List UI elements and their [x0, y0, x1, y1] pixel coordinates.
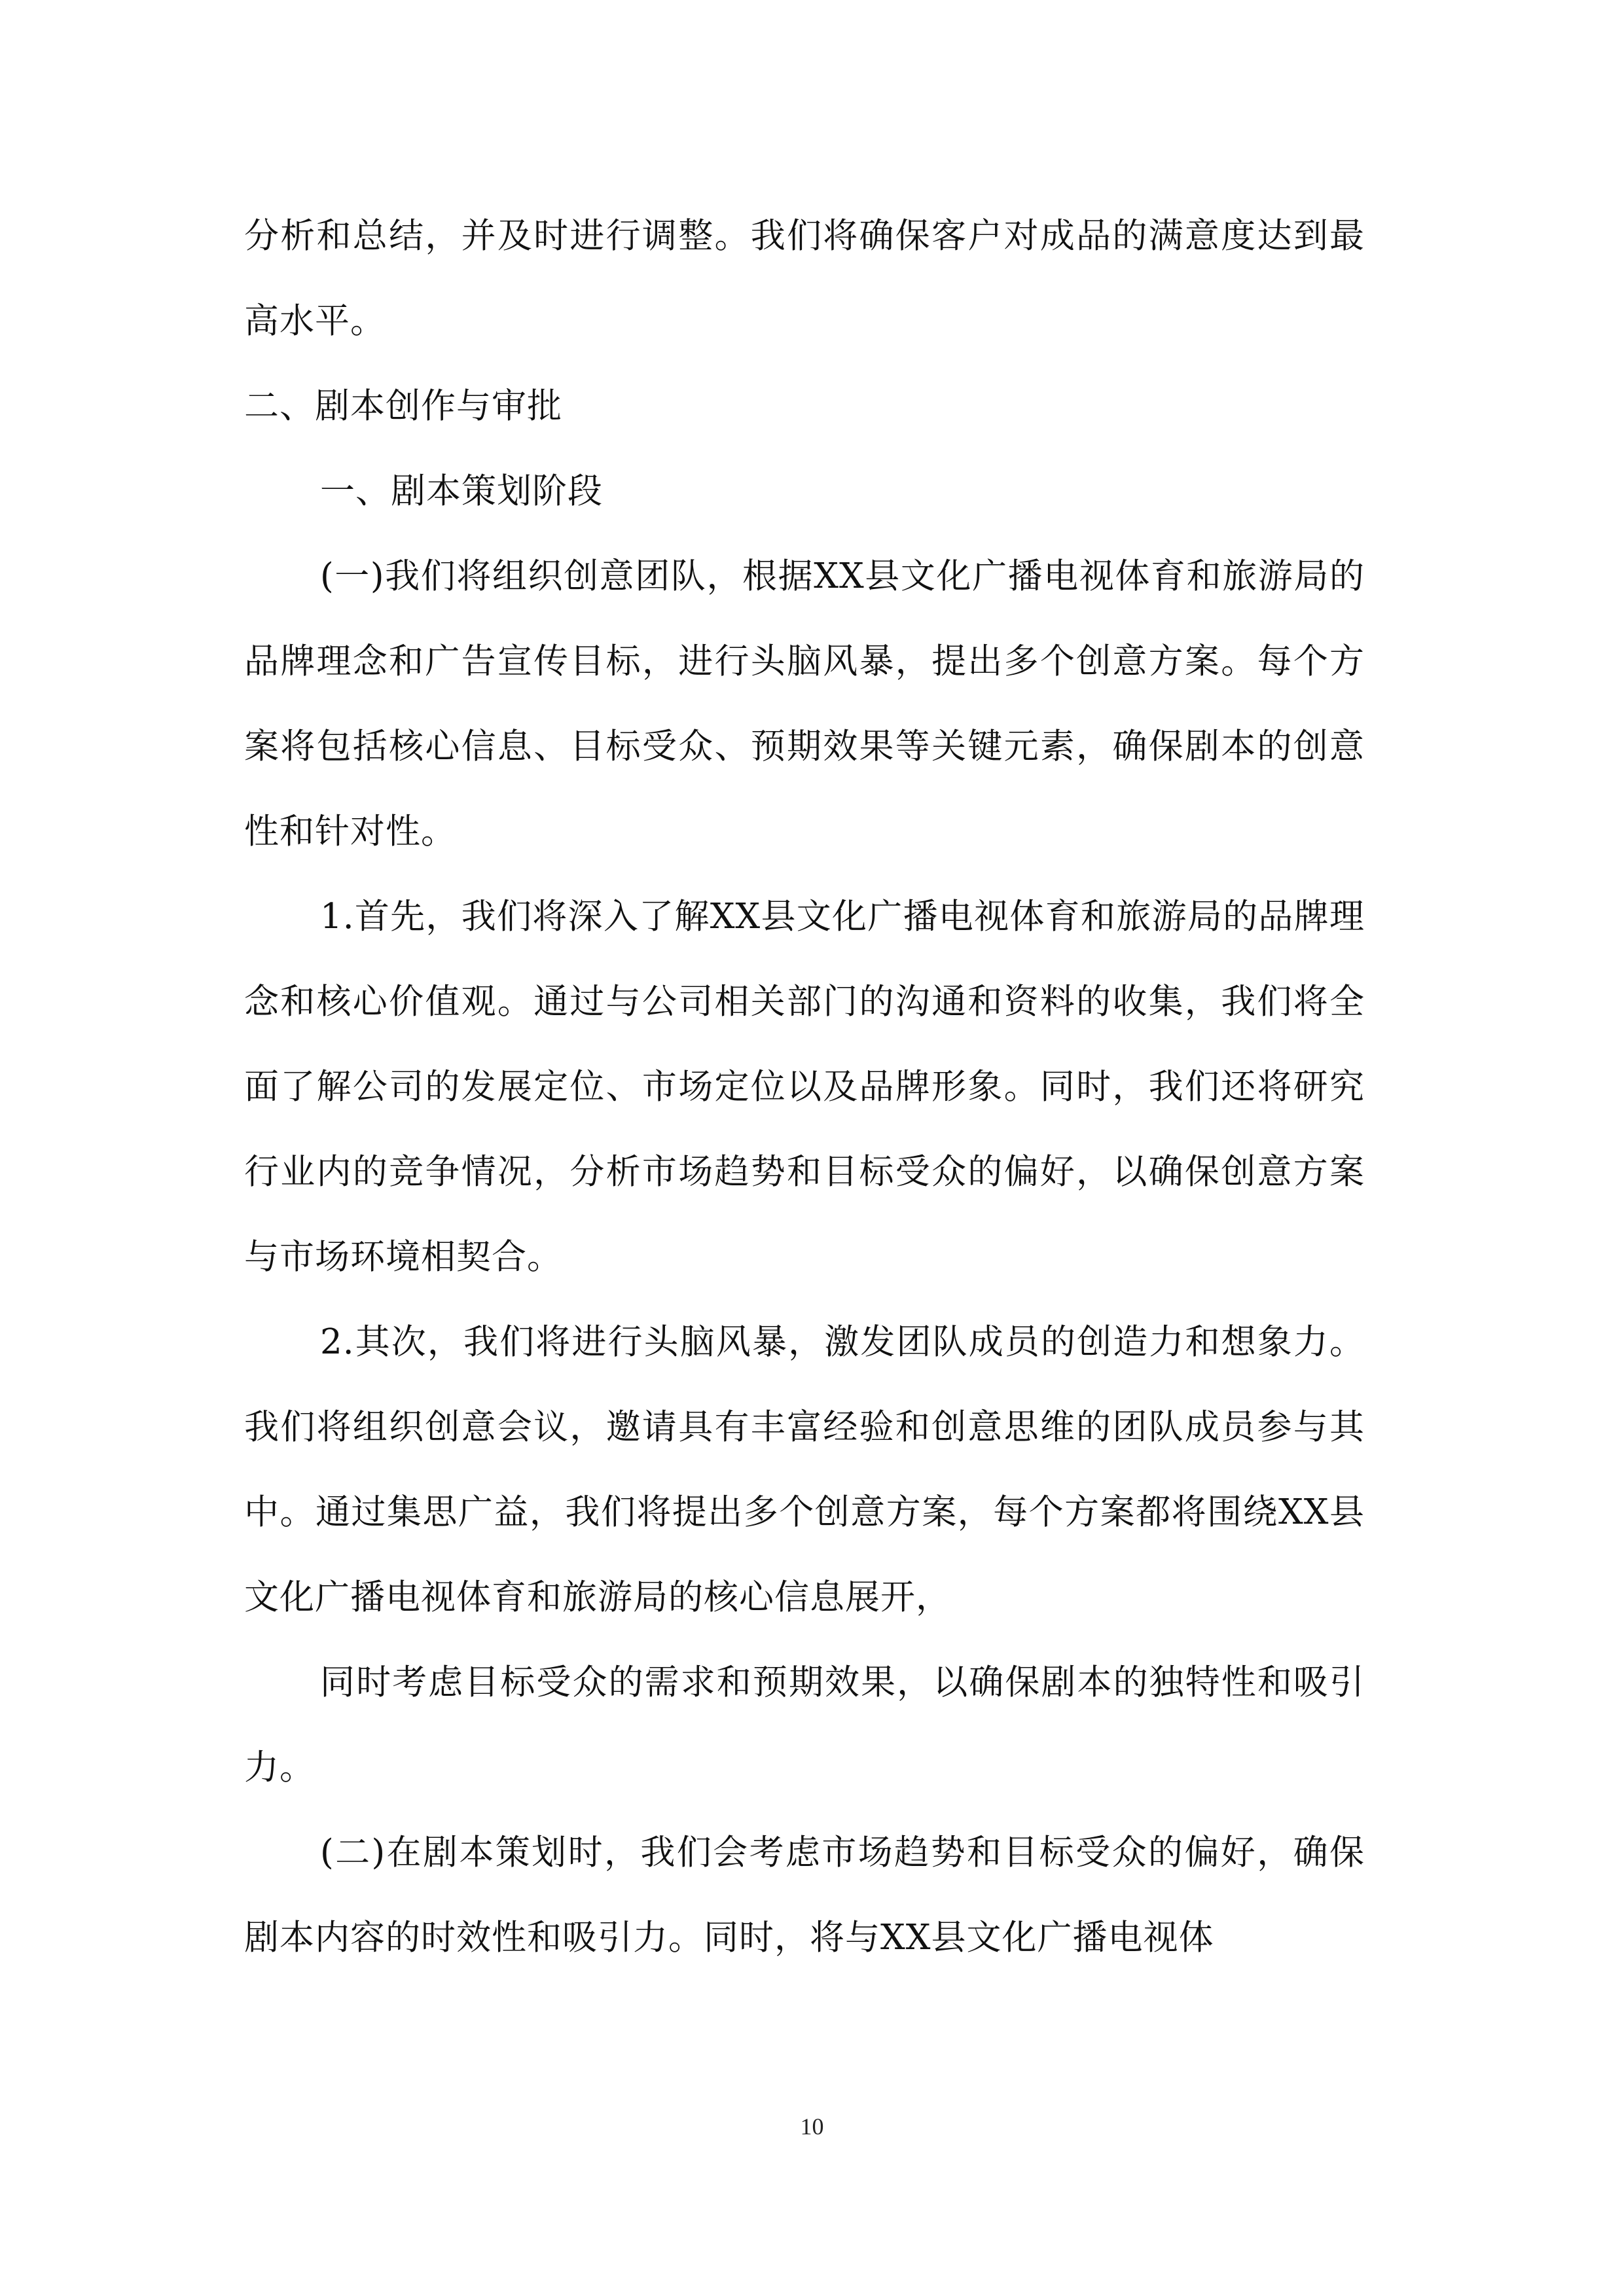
- paragraph-item-1: (一)我们将组织创意团队，根据XX县文化广播电视体育和旅游局的品牌理念和广告宣传目标，进行头脑风暴，提出多个创意方案。每个方案将包括核心信息、目标受众、预期效果等关键元素，确保剧本的创意性和针对性。: [244, 556, 1365, 852]
- paragraph-continuation: 分析和总结，并及时进行调整。我们将确保客户对成品的满意度达到最高水平。: [244, 216, 1365, 341]
- paragraph-point-1: 1.首先，我们将深入了解XX县文化广播电视体育和旅游局的品牌理念和核心价值观。通过与公司相关部门的沟通和资料的收集，我们将全面了解公司的发展定位、市场定位以及品牌形象。同时，我们还将研究行业内的竞争情况，分析市场趋势和目标受众的偏好，以确保创意方案与市场环境相契合。: [244, 897, 1365, 1277]
- section-heading: 二、剧本创作与审批: [244, 386, 562, 426]
- page-number: 10: [800, 2113, 824, 2140]
- document-body: [244, 194, 1365, 1981]
- paragraph-point-2: 2.其次，我们将进行头脑风暴，激发团队成员的创造力和想象力。我们将组织创意会议，邀请具有丰富经验和创意思维的团队成员参与其中。通过集思广益，我们将提出多个创意方案，每个方案都将围绕XX县文化广播电视体育和旅游局的核心信息展开，: [244, 1322, 1365, 1617]
- subsection-heading: 一、剧本策划阶段: [320, 471, 603, 511]
- paragraph-item-2: (二)在剧本策划时，我们会考虑市场趋势和目标受众的偏好，确保剧本内容的时效性和吸引力。同时，将与XX县文化广播电视体: [244, 1833, 1365, 1958]
- paragraph-point-2-cont: 同时考虑目标受众的需求和预期效果，以确保剧本的独特性和吸引力。: [244, 1662, 1365, 1787]
